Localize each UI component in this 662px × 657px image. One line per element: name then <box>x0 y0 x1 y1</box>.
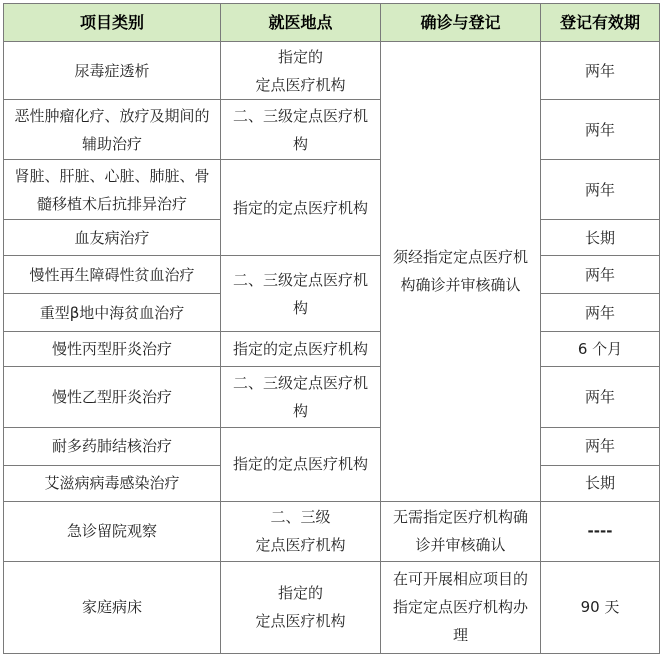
category-cell: 慢性丙型肝炎治疗 <box>4 332 221 367</box>
location-cell: 二、三级定点医疗机构 <box>221 100 381 160</box>
period-cell: 90 天 <box>541 561 660 653</box>
table-row <box>4 100 660 160</box>
location-cell: 指定的定点医疗机构 <box>221 160 381 256</box>
location-cell: 二、三级定点医疗机构 <box>221 256 381 332</box>
category-cell: 慢性乙型肝炎治疗 <box>4 367 221 427</box>
period-cell: 长期 <box>541 465 660 501</box>
period-cell: ---- <box>541 501 660 561</box>
category-cell: 尿毒症透析 <box>4 42 221 100</box>
confirm-cell: 无需指定医疗机构确诊并审核确认 <box>381 501 541 561</box>
location-cell: 二、三级 定点医疗机构 <box>221 501 381 561</box>
table-row <box>4 332 660 367</box>
period-cell: 两年 <box>541 256 660 294</box>
header-confirm: 确诊与登记 <box>381 4 541 42</box>
confirm-cell: 在可开展相应项目的指定定点医疗机构办理 <box>381 561 541 653</box>
confirm-main-cell: 须经指定定点医疗机构确诊并审核确认 <box>381 42 541 502</box>
category-cell: 耐多药肺结核治疗 <box>4 427 221 465</box>
period-cell: 长期 <box>541 220 660 256</box>
location-cell: 指定的 定点医疗机构 <box>221 42 381 100</box>
period-cell: 两年 <box>541 367 660 427</box>
location-cell: 指定的定点医疗机构 <box>221 427 381 501</box>
table-row <box>4 501 660 561</box>
period-cell: 两年 <box>541 294 660 332</box>
period-cell: 两年 <box>541 100 660 160</box>
category-cell: 恶性肿瘤化疗、放疗及期间的辅助治疗 <box>4 100 221 160</box>
category-cell: 肾脏、肝脏、心脏、肺脏、骨髓移植术后抗排异治疗 <box>4 160 221 220</box>
registration-table <box>3 3 660 654</box>
table-row <box>4 256 660 294</box>
category-cell: 急诊留院观察 <box>4 501 221 561</box>
location-cell: 二、三级定点医疗机构 <box>221 367 381 427</box>
table-row <box>4 427 660 465</box>
period-cell: 6 个月 <box>541 332 660 367</box>
category-cell: 重型β地中海贫血治疗 <box>4 294 221 332</box>
table-row <box>4 561 660 653</box>
header-category: 项目类别 <box>4 4 221 42</box>
table-row <box>4 160 660 220</box>
header-location: 就医地点 <box>221 4 381 42</box>
period-cell: 两年 <box>541 160 660 220</box>
category-cell: 艾滋病病毒感染治疗 <box>4 465 221 501</box>
location-cell: 指定的 定点医疗机构 <box>221 561 381 653</box>
period-cell: 两年 <box>541 42 660 100</box>
table-row <box>4 367 660 427</box>
period-cell: 两年 <box>541 427 660 465</box>
location-cell: 指定的定点医疗机构 <box>221 332 381 367</box>
header-row <box>4 4 660 42</box>
table-row <box>4 42 660 100</box>
header-period: 登记有效期 <box>541 4 660 42</box>
category-cell: 家庭病床 <box>4 561 221 653</box>
category-cell: 血友病治疗 <box>4 220 221 256</box>
category-cell: 慢性再生障碍性贫血治疗 <box>4 256 221 294</box>
